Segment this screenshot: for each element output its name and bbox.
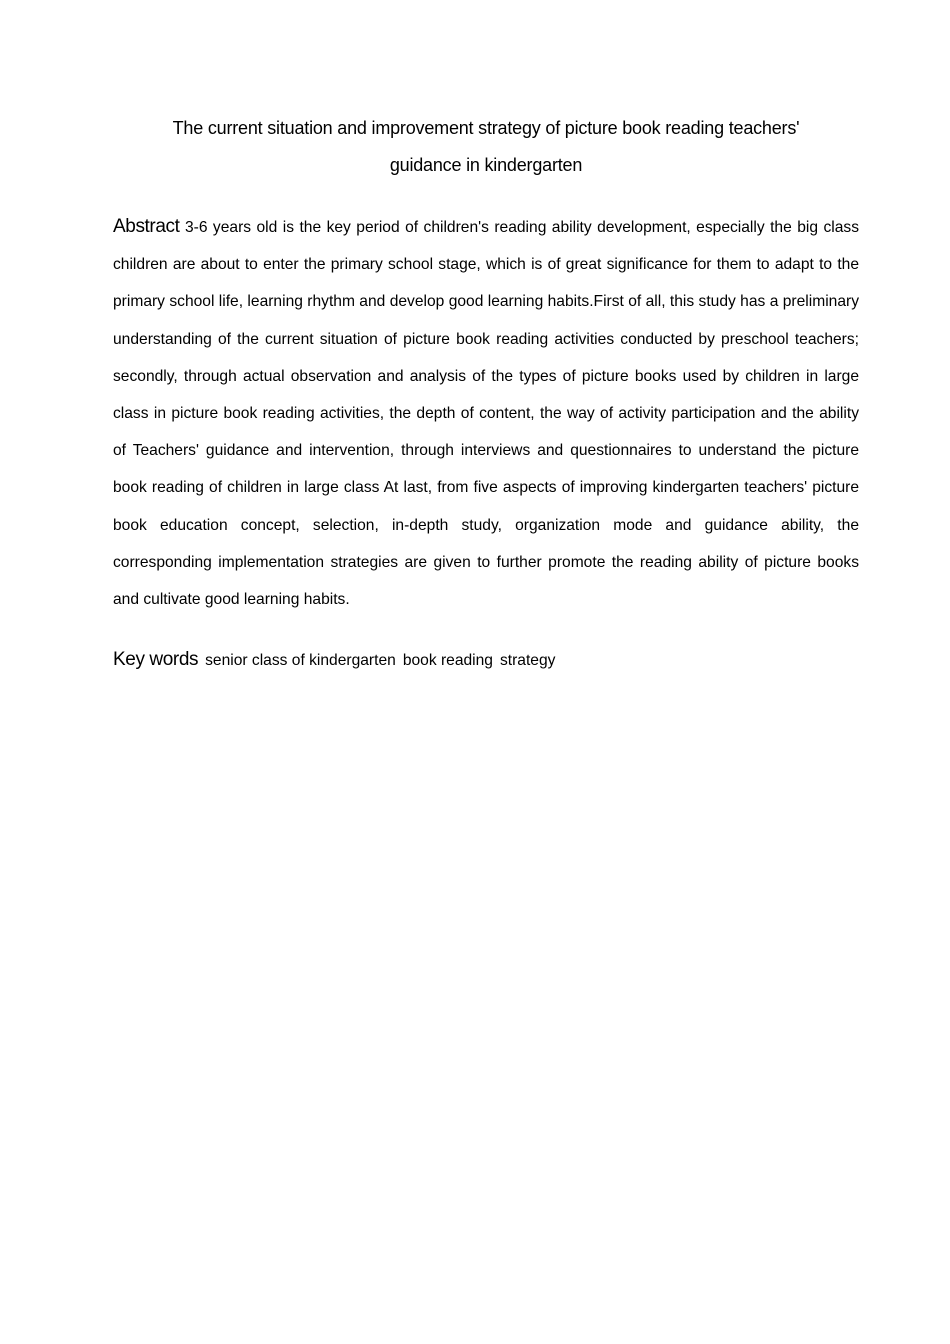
keywords-line <box>113 643 859 678</box>
abstract-paragraph <box>113 208 859 618</box>
paper-title <box>113 110 859 184</box>
paper-title-line-1: The current situation and improvement strategy of picture book reading teachers' <box>172 118 800 138</box>
keyword-item: strategy <box>499 652 556 669</box>
paper-title-line-2: guidance in kindergarten <box>389 155 583 175</box>
keyword-item: senior class of kindergarten <box>205 652 396 669</box>
abstract-label: Abstract <box>113 216 180 237</box>
abstract-text: 3-6 years old is the key period of children's reading ability development, especially the big class children are about to enter the primary school stage, which is of great significance for them to adapt to the primary school life, learning rhythm and develop good learning habits.First of all, this study has a preliminary understanding of the current situation of picture book reading activities conducted by preschool teachers; secondly, through actual observation and analysis of the types of picture books used by children in large class in picture book reading activities, the depth of content, the way of activity participation and the ability of Teachers' guidance and intervention, through interviews and questionnaires to understand the picture book reading of children in large class At last, from five aspects of improving kindergarten teachers' picture book education concept, selection, in-depth study, organization mode and guidance ability, the corresponding implementation strategies are given to further promote the reading ability of picture books and cultivate good learning habits. <box>113 219 859 609</box>
keywords-label: Key words <box>113 649 199 670</box>
keyword-item: book reading <box>402 652 493 669</box>
